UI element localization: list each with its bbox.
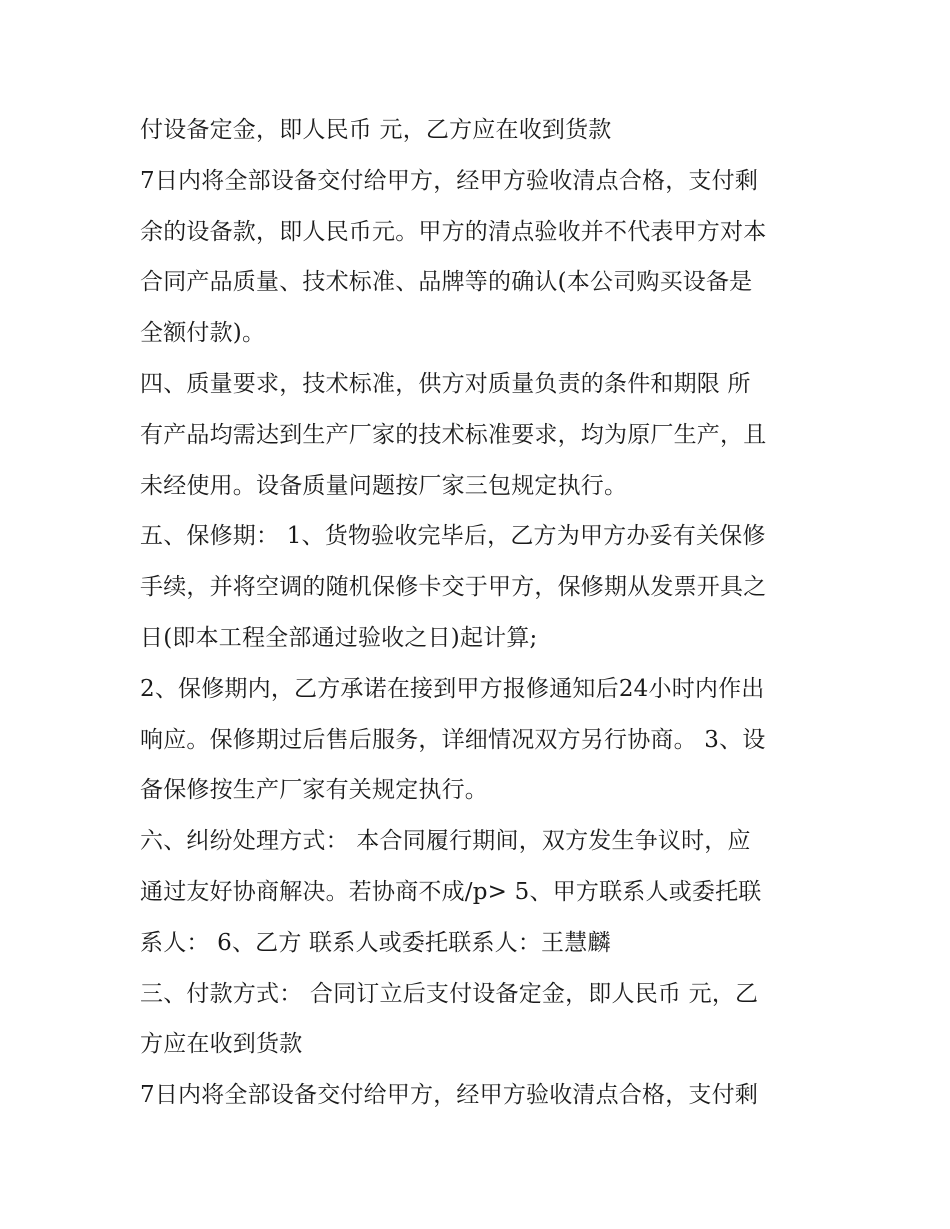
text-line: 7日内将全部设备交付给甲方，经甲方验收清点合格，支付剩 [140,167,759,194]
text-line: 余的设备款，即人民币元。甲方的清点验收并不代表甲方对本 [140,218,767,245]
text-line: 未经使用。设备质量问题按厂家三包规定执行。 [140,472,628,499]
text-line: 系人： 6、乙方 联系人或委托联系人：王慧麟 [140,929,611,956]
text-line: 六、纠纷处理方式： 本合同履行期间，双方发生争议时，应 [140,828,751,855]
text-line: 合同产品质量、技术标准、品牌等的确认(本公司购买设备是 [140,269,753,296]
text-line: 三、付款方式： 合同订立后支付设备定金，即人民币 元，乙 [140,980,759,1007]
text-line: 有产品均需达到生产厂家的技术标准要求，均为原厂生产，且 [140,421,767,448]
text-line: 通过友好协商解决。若协商不成/p> 5、甲方联系人或委托联 [140,878,762,905]
text-line: 备保修按生产厂家有关规定执行。 [140,777,488,804]
text-line: 7日内将全部设备交付给甲方，经甲方验收清点合格，支付剩 [140,1082,759,1109]
text-line: 2、保修期内，乙方承诺在接到甲方报修通知后24小时内作出 [140,675,765,702]
text-line: 五、保修期： 1、货物验收完毕后，乙方为甲方办妥有关保修 [140,523,766,550]
text-line: 响应。保修期过后售后服务，详细情况双方另行协商。 3、设 [140,726,766,753]
text-line: 付设备定金，即人民币 元，乙方应在收到货款 [140,117,612,143]
text-line: 全额付款)。 [140,320,266,347]
text-line: 方应在收到货款 [140,1031,303,1058]
document-body [140,108,820,1124]
text-line: 手续，并将空调的随机保修卡交于甲方，保修期从发票开具之 [140,574,767,601]
text-line: 日(即本工程全部通过验收之日)起计算; [140,624,538,651]
text-line: 四、质量要求，技术标准，供方对质量负责的条件和期限 所 [140,370,751,397]
